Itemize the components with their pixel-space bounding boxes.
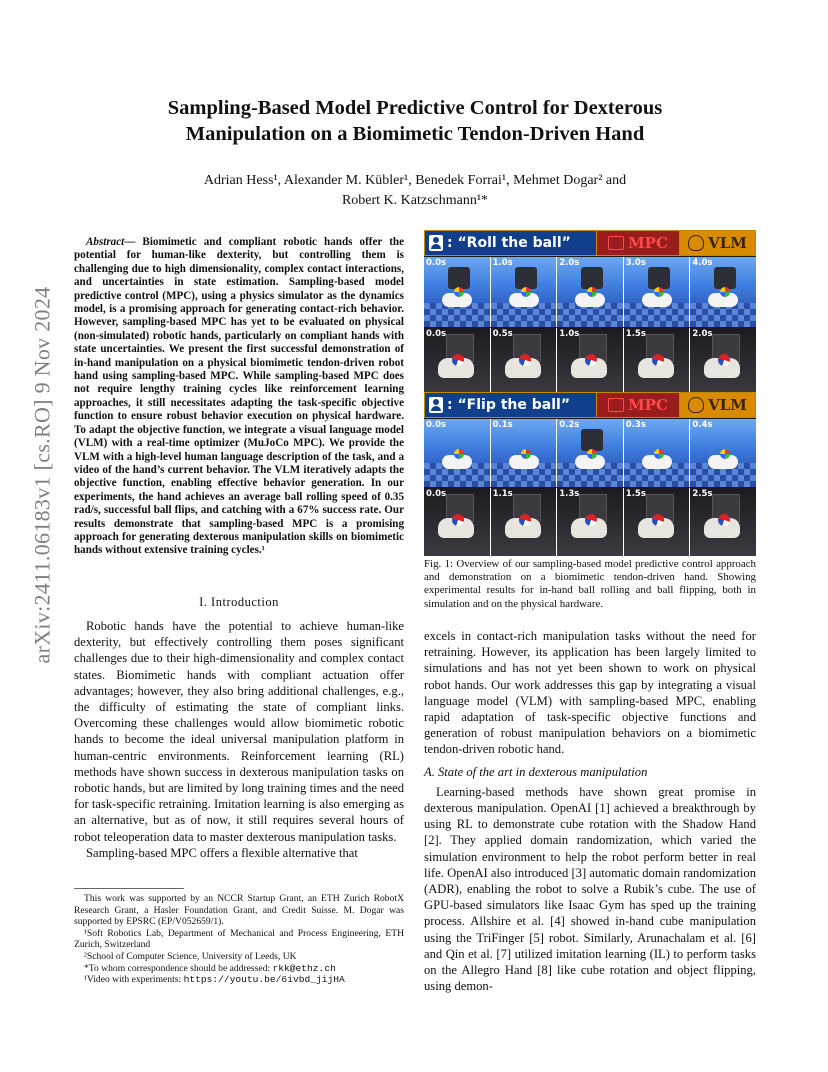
vlm-badge bbox=[679, 393, 755, 417]
intro-paragraph-2: Sampling-based MPC offers a flexible alternative that bbox=[86, 845, 358, 860]
intro-paragraph-1: Robotic hands have the potential to achieve human-like dexterity, but effectively controlling them poses significant challenges due to their high-dimensionality and complex contact states. Biomimetic hands with compliant actuation offer advantages; however, they also bring additional challenges, e.g., the difficulty of estimating the state of compliant links. Overcoming these challenges would allow biomimetic robotic hands to become the ideal universal manipulation platform in human-centric environments. Reinforcement learning (RL) methods have shown success in dexterous manipulation tasks on robotic hands, but are limited by long training times and the need for task-specific retraining. Imitation learning is also emerging as an alternative, but as of now, it still requires several hours of robot teleoperation data to master dexterous manipulation tasks. bbox=[74, 619, 404, 844]
monitor-icon bbox=[608, 398, 624, 412]
video-link[interactable]: https://youtu.be/6ivbd_jijHA bbox=[183, 974, 345, 986]
real-frame bbox=[690, 328, 756, 396]
arxiv-stamp-text: arXiv:2411.06183v1 [cs.RO] 9 Nov 2024 bbox=[29, 286, 55, 664]
author-list bbox=[100, 171, 730, 211]
section-heading: I. Introduction bbox=[199, 595, 279, 609]
abstract-label: Abstract bbox=[86, 236, 125, 248]
banner-flip bbox=[424, 392, 756, 418]
frame-time: 2.0s bbox=[692, 329, 713, 339]
footnote-corr-text: *To whom correspondence should be addressed: bbox=[84, 962, 273, 974]
frame-time: 0.0s bbox=[426, 329, 447, 339]
sim-frame bbox=[624, 419, 691, 487]
title-line-1: Sampling-Based Model Predictive Control for Dexterous bbox=[167, 97, 663, 119]
frame-time: 2.5s bbox=[692, 489, 713, 499]
paper-title bbox=[100, 95, 730, 147]
sim-frame bbox=[624, 257, 691, 327]
mpc-label: MPC bbox=[628, 396, 668, 414]
real-flip-row bbox=[424, 488, 756, 556]
task-roll bbox=[425, 231, 596, 255]
frame-time: 0.0s bbox=[426, 420, 447, 430]
frame-time: 1.1s bbox=[492, 489, 513, 499]
vlm-badge bbox=[679, 231, 755, 255]
real-frame bbox=[624, 488, 691, 556]
real-roll-row bbox=[424, 328, 756, 396]
real-frame bbox=[491, 488, 558, 556]
footnote-video-text: ¹Video with experiments: bbox=[84, 974, 184, 986]
vlm-label: VLM bbox=[708, 396, 747, 414]
real-frame bbox=[491, 328, 558, 396]
frame-time: 4.0s bbox=[692, 258, 713, 268]
vlm-label: VLM bbox=[708, 234, 747, 252]
footnote-support: This work was supported by an NCCR Startup Grant, an ETH Zurich RobotX Research Grant, a Hasler Foundation Grant, and Credit Suisse. M. Dogar was supported by EPSRC (EP/V052659/1). bbox=[74, 893, 404, 928]
figure-caption: Fig. 1: Overview of our sampling-based model predictive control approach and demonstration on a biomimetic tendon-driven hand. Showing experimental results for in-hand ball rolling and ball flipping, both in simulation and on the physical hardware. bbox=[424, 558, 756, 610]
sim-frame bbox=[424, 257, 491, 327]
frame-time: 0.4s bbox=[692, 420, 713, 430]
frame-time: 0.5s bbox=[492, 329, 513, 339]
right-paragraph-2: Learning-based methods have shown great promise in dexterous manipulation. OpenAI [1] achieved a breakthrough by using RL to demonstrate cube rotation with the Shadow Hand [2]. They applied domain randomization, which varied the simulation environment to help the robot perform better in real life. OpenAI also introduced [3] automatic domain randomization (ADR), enabling the robot to solve a Rubik’s cube. The use of GPU-based simulators like Isaac Gym has sped up the training process. Allshire et al. [4] showed in-hand cube manipulation using the TriFinger [5] robot. Similarly, Arunachalam et al. [6] and Qin et al. [7] utilized imitation learning (IL) to perform tasks on the Allegro Hand [8] like cube rotation and object flipping, using demon- bbox=[424, 784, 756, 994]
frame-time: 0.2s bbox=[559, 420, 580, 430]
footnote-affil-1: ¹Soft Robotics Lab, Department of Mechanical and Process Engineering, ETH Zurich, Switzerland bbox=[74, 927, 404, 951]
intro-right-column bbox=[424, 628, 756, 994]
authors-line-1: Adrian Hess¹, Alexander M. Kübler¹, Benedek Forrai¹, Mehmet Dogar² and bbox=[203, 173, 627, 188]
correspondence-email[interactable]: rkk@ethz.ch bbox=[272, 962, 336, 974]
monitor-icon bbox=[608, 236, 624, 250]
sim-frame bbox=[557, 419, 624, 487]
frame-time: 1.3s bbox=[559, 489, 580, 499]
task-roll-label: : “Roll the ball” bbox=[447, 235, 571, 251]
footnote-affil-2: ²School of Computer Science, University of Leeds, UK bbox=[84, 950, 297, 962]
real-frame bbox=[690, 488, 756, 556]
abstract: Abstract— Biomimetic and compliant robotic hands offer the potential for human-like dexterity, but controlling them is challenging due to high dimensionality, complex contact interactions, and uncertainties in state estimation. Sampling-based model predictive control (MPC), using a physics simulator as the dynamics model, is a promising approach for generating contact-rich behavior. However, sampling-based MPC has yet to be evaluated on physical (non-simulated) robotic hands, particularly on compliant hands with state uncertainties. We present the first successful demonstration of in-hand manipulation on a physical biomimetic tendon-driven robot hand using sampling-based MPC. While sampling-based MPC does not require lengthy training cycles like reinforcement learning approaches, it still necessitates adapting the task-specific objective function to ensure robust behavior execution on physical hardware. To adapt the objective function, we integrate a visual language model (VLM) with a real-time optimizer (MuJoCo MPC). We provide the VLM with a high-level human language description of the task, and a video of the hand’s current behavior. The VLM iteratively adapts the objective function, enabling effective behavior generation. In our experiments, the hand achieves an average ball rolling speed of 0.35 rad/s, successful ball flips, and catching with a 67% success rate. Our results demonstrate that sampling-based MPC is a promising approach for generating dexterous manipulation skills on biomimetic hands without extensive training cycles.¹ bbox=[74, 236, 404, 557]
real-frame bbox=[424, 328, 491, 396]
sim-frame bbox=[690, 419, 756, 487]
footnote-video bbox=[74, 974, 404, 986]
arxiv-stamp bbox=[24, 280, 60, 670]
intro-left-column bbox=[74, 618, 404, 861]
frame-time: 2.0s bbox=[559, 258, 580, 268]
figure-1 bbox=[424, 230, 756, 556]
frame-time: 1.5s bbox=[625, 489, 646, 499]
real-frame bbox=[557, 488, 624, 556]
sim-flip-row bbox=[424, 419, 756, 487]
footnote-correspondence bbox=[74, 963, 404, 975]
frame-time: 0.3s bbox=[625, 420, 646, 430]
sim-frame bbox=[557, 257, 624, 327]
frame-time: 1.5s bbox=[625, 329, 646, 339]
person-icon bbox=[429, 235, 443, 251]
sim-frame bbox=[491, 257, 558, 327]
mpc-badge bbox=[596, 393, 679, 417]
subsection-heading: A. State of the art in dexterous manipulation bbox=[424, 764, 648, 779]
frame-time: 0.1s bbox=[492, 420, 513, 430]
task-flip-label: : “Flip the ball” bbox=[447, 397, 571, 413]
task-flip bbox=[425, 393, 596, 417]
footnote-rule bbox=[74, 888, 184, 889]
real-frame bbox=[424, 488, 491, 556]
frame-time: 0.0s bbox=[426, 489, 447, 499]
right-paragraph-1: excels in contact-rich manipulation tasks without the need for retraining. However, its application has been largely limited to simulations and has not yet been shown to work on physical robot hands. Our work addresses this gap by integrating a visual language model (VLM) with sampling-based MPC, enabling rapid adaptation of task-specific objective functions and generation of robust manipulation behaviors on a biomimetic tendon-driven robotic hand. bbox=[424, 629, 756, 757]
frame-time: 0.0s bbox=[426, 258, 447, 268]
frame-time: 1.0s bbox=[492, 258, 513, 268]
sim-roll-row bbox=[424, 257, 756, 327]
sim-frame bbox=[491, 419, 558, 487]
brain-icon bbox=[688, 397, 704, 413]
title-line-2: Manipulation on a Biomimetic Tendon-Driven Hand bbox=[185, 123, 645, 145]
real-frame bbox=[557, 328, 624, 396]
frame-time: 3.0s bbox=[625, 258, 646, 268]
mpc-badge bbox=[596, 231, 679, 255]
frame-time: 1.0s bbox=[559, 329, 580, 339]
footnotes bbox=[74, 893, 404, 986]
sim-frame bbox=[424, 419, 491, 487]
person-icon bbox=[429, 397, 443, 413]
mpc-label: MPC bbox=[628, 234, 668, 252]
sim-frame bbox=[690, 257, 756, 327]
real-frame bbox=[624, 328, 691, 396]
abstract-text: Biomimetic and compliant robotic hands offer the potential for human-like dexterity, but controlling them is challenging due to high dimensionality, complex contact interactions, and uncertainties in state estimation. Sampling-based model predictive control (MPC), using a physics simulator as the dynamics model, is a promising approach for generating contact-rich behavior. However, sampling-based MPC has yet to be evaluated on physical (non-simulated) robotic hands, particularly on compliant hands with state uncertainties. We present the first successful demonstration of in-hand manipulation on a physical biomimetic tendon-driven robot hand using sampling-based MPC. While sampling-based MPC does not require lengthy training cycles like reinforcement learning approaches, it still necessitates adapting the task-specific objective function to ensure robust behavior execution on physical hardware. To adapt the objective function, we integrate a visual language model (VLM) with a real-time optimizer (MuJoCo MPC). We provide the VLM with a high-level human language description of the task, and a video of the hand’s current behavior. The VLM iteratively adapts the objective function, enabling effective behavior generation. In our experiments, the hand achieves an average ball rolling speed of 0.35 rad/s, successful ball flips, and catching with a 67% success rate. Our results demonstrate that sampling-based MPC is a promising approach for generating dexterous manipulation skills on biomimetic hands without extensive training cycles.¹ bbox=[74, 236, 404, 557]
banner-roll bbox=[424, 230, 756, 256]
brain-icon bbox=[688, 235, 704, 251]
authors-line-2: Robert K. Katzschmann¹* bbox=[341, 193, 489, 208]
